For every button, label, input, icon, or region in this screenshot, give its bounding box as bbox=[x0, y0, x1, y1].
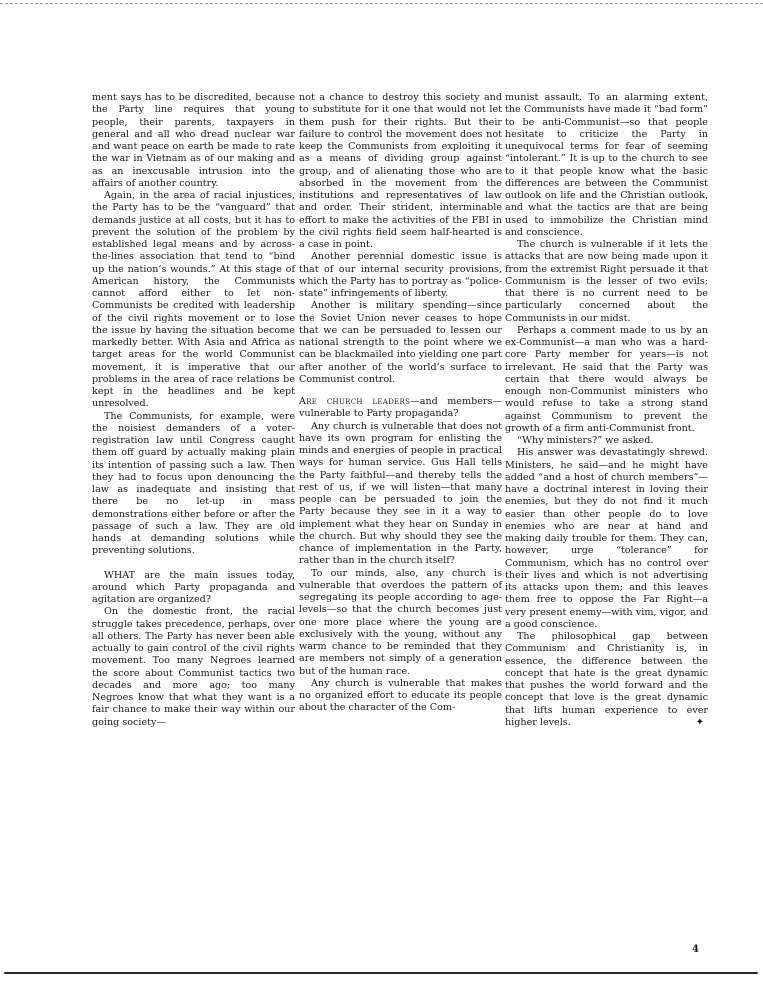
paragraph: “Why ministers?” we asked. bbox=[517, 435, 654, 446]
paragraph: On the domestic front, the racial struggle takes precedence, perhaps, over all others. The Party has never been able actually to gain control of the civil rights movement. Too many Negroes learned the score about Communist tactics two decades and more ago; too many Negroes know that what they want is a fair chance to make their way within our going society— bbox=[92, 606, 295, 728]
section-question-text: —and members—vulnerable to Party propaganda? bbox=[299, 396, 503, 420]
paragraph: Perhaps a comment made to us by an ex-Communist—a man who was a hard-core Party member for years—is not irrelevant. He said that the Party was certain that there would always be enough non-Communist ministers who would refuse to take a strong stand against Communism to prevent the growth of a firm anti-Communist front. bbox=[505, 324, 708, 434]
text-column-1 bbox=[92, 92, 295, 729]
paragraph: not a chance to destroy this society and to substitute for it one that would not let them push for their rights. But their failure to control the movement does not keep the Communists from exploiting it as a means of dividing group against group, and of alienating those who are absorbed in the movement from the institutions and representatives of law and order. Their strident, interminable effort to make the activities of the FBI in the civil rights field seem half-hearted is a case in point. bbox=[299, 92, 502, 250]
paragraph-text: The philosophical gap between Communism and Christianity is, in essence, the difference between the concept that hate is the great dynamic that pushes the world forward and the concept that love is the great dynamic that lifts human experience to ever higher levels. bbox=[505, 631, 708, 728]
text-column-2 bbox=[299, 92, 502, 715]
section-question bbox=[299, 396, 502, 421]
paragraph: To our minds, also, any church is vulnerable that overdoes the pattern of segregating its people according to age-levels—so that the church becomes just one more place where the young are exclusively with the young, without any warm chance to be reminded that they are members not simply of a generation but of the human race. bbox=[299, 567, 502, 677]
paragraph: ment says has to be discredited, because the Party line requires that young people, their parents, taxpayers in general and all who dread nuclear war and want peace on earth be made to rate the war in Vietnam as of our making and as an inexcusable intrusion into the affairs of another country. bbox=[92, 92, 295, 189]
paragraph: The church is vulnerable if it lets the attacks that are now being made upon it from the extremist Right persuade it that Communism is the lesser of two evils; that there is no current need to be particularly concerned about the Communists in our midst. bbox=[505, 239, 708, 324]
paragraph: Another is military spending—since the Soviet Union never ceases to hope that we can be persuaded to lessen our national strength to the point where we can be blackmailed into yielding one part after another of the world’s surface to Communist control. bbox=[299, 300, 502, 385]
page-number: 4 bbox=[692, 944, 699, 955]
paragraph: His answer was devastatingly shrewd. Ministers, he said—and he might have added “and a host of church members”—have a doctrinal interest in loving their enemies, but they do not find it much easier than other people do to love enemies who are near at hand and making daily trouble for them. They can, however, urge “tolerance” for Communism, which has no control over their lives and which is not advertising its attacks upon them; and this leaves them free to oppose the Far Right—a very present enemy—with vim, vigor, and a good conscience. bbox=[505, 447, 708, 630]
paragraph: Any church is vulnerable that makes no organized effort to educate its people about the character of the Com- bbox=[299, 677, 502, 714]
section-question: WHAT are the main issues today, around which Party propaganda and agitation are organized? bbox=[92, 569, 295, 605]
paragraph: Another perennial domestic issue is that of our internal security provisions, which the Party has to portray as “police-state” infringements of liberty. bbox=[299, 251, 502, 299]
bottom-border-rule bbox=[4, 972, 758, 974]
paragraph: munist assault. To an alarming extent, the Communists have made it “bad form” to be anti-Communist—so that people hesitate to criticize the Party in unequivocal terms for fear of seeming “intolerant.” It is up to the church to see to it that people know what the basic differences are between the Communist outlook on life and the Christian outlook, and what the tactics are that are being used to immobilize the Christian mind and conscience. bbox=[505, 92, 708, 238]
end-of-article-mark-icon: ✦ bbox=[695, 716, 704, 728]
paragraph: Again, in the area of racial injustices, the Party has to be the “vanguard” that demands justice at all costs, but it has to prevent the solution of the problem by established legal means and by across-the-lines association that tend to “bind up the nation’s wounds.” At this stage of American history, the Communists cannot afford either to let non-Communists be credited with leadership of the civil rights movement or to lose the issue by having the situation become markedly better. With Asia and Africa as target areas for the world Communist movement, it is imperative that our problems in the area of race relations be kept in the headlines and be kept unresolved. bbox=[92, 190, 295, 410]
top-border-rule bbox=[0, 3, 763, 4]
paragraph-final bbox=[505, 631, 708, 729]
paragraph: The Communists, for example, were the noisiest demanders of a voter-registration law until Congress caught them off guard by actually making plain its intention of passing such a law. Then they had to focus upon denouncing the law as inadequate and insisting that there be no let-up in mass demonstrations either before or after the passage of such a law. They are old hands at demanding solutions while preventing solutions. bbox=[92, 410, 295, 557]
paragraph: Any church is vulnerable that does not have its own program for enlisting the minds and energies of people in practical ways for human service. Gus Hall tells the Party faithful—and thereby tells the rest of us, if we will listen—that many people can be persuaded to join the Party because they see in it a way to implement what they hear on Sunday in the church. But why should they see the chance of implementation in the Party, rather than in the church itself? bbox=[299, 420, 502, 567]
section-lead-in: Are church leaders bbox=[299, 396, 411, 407]
text-column-3 bbox=[505, 92, 708, 729]
